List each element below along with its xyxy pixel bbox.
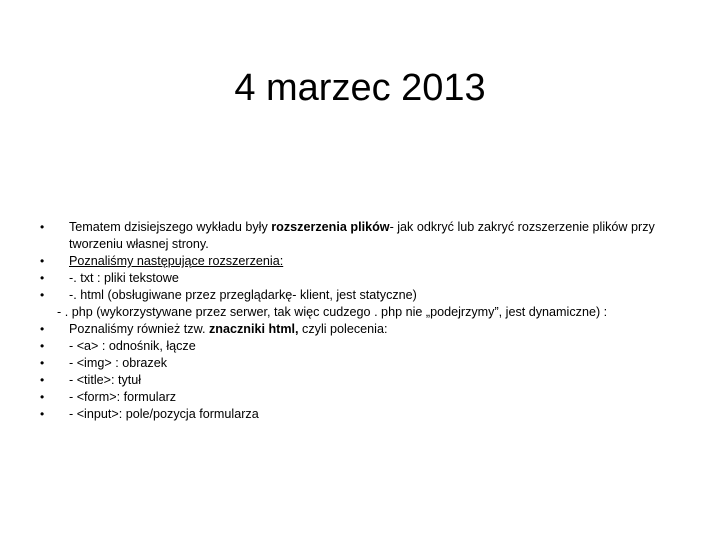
list-item-text: czyli polecenia: bbox=[298, 322, 388, 336]
list-item-text: znaczniki html, bbox=[208, 322, 299, 336]
bullet-icon: • bbox=[40, 356, 45, 370]
list-item bbox=[36, 406, 686, 423]
bullet-icon: • bbox=[40, 390, 45, 404]
list-item-text: - <title>: tytuł bbox=[69, 373, 142, 387]
list-item bbox=[36, 219, 686, 253]
list-item-text: - jak odkryć lub zakryć rozszerzenie plików przy tworzeniu własnej strony. bbox=[69, 220, 655, 251]
bullet-icon: • bbox=[40, 322, 45, 336]
list-item-text: Poznaliśmy następujące rozszerzenia: bbox=[69, 254, 284, 268]
list-item bbox=[36, 287, 686, 304]
list-item-text: Tematem dzisiejszego wykładu były bbox=[69, 220, 272, 234]
bullet-icon: • bbox=[40, 373, 45, 387]
list-item bbox=[36, 338, 686, 355]
list-item bbox=[36, 372, 686, 389]
list-item-text: - <img> : obrazek bbox=[69, 356, 167, 370]
list-item bbox=[36, 321, 686, 338]
list-item-text: - <form>: formularz bbox=[69, 390, 177, 404]
bullet-icon: • bbox=[40, 271, 45, 285]
list-item-text: -. html (obsługiwane przez przeglądarkę- klient, jest statyczne) bbox=[69, 288, 417, 302]
slide-body-list bbox=[36, 219, 686, 423]
bullet-icon: • bbox=[40, 407, 45, 421]
bullet-icon: • bbox=[40, 288, 45, 302]
list-item-text: - <input>: pole/pozycja formularza bbox=[69, 407, 259, 421]
list-item bbox=[36, 253, 686, 270]
bullet-icon: • bbox=[40, 220, 45, 234]
slide-title: 4 marzec 2013 bbox=[234, 67, 486, 109]
list-item bbox=[36, 389, 686, 406]
list-item-text: -. txt : pliki tekstowe bbox=[69, 271, 179, 285]
list-item-text: - . php (wykorzystywane przez serwer, tak więc cudzego . php nie „podejrzymy”, jest dynamiczne) : bbox=[57, 305, 608, 319]
bullet-icon: • bbox=[40, 254, 45, 268]
list-item bbox=[36, 355, 686, 372]
list-item bbox=[36, 304, 686, 321]
list-item-text: Poznaliśmy również tzw. bbox=[69, 322, 209, 336]
bullet-icon: • bbox=[40, 339, 45, 353]
list-item-text: rozszerzenia plików bbox=[271, 220, 390, 234]
list-item-text: - <a> : odnośnik, łącze bbox=[69, 339, 196, 353]
list-item bbox=[36, 270, 686, 287]
